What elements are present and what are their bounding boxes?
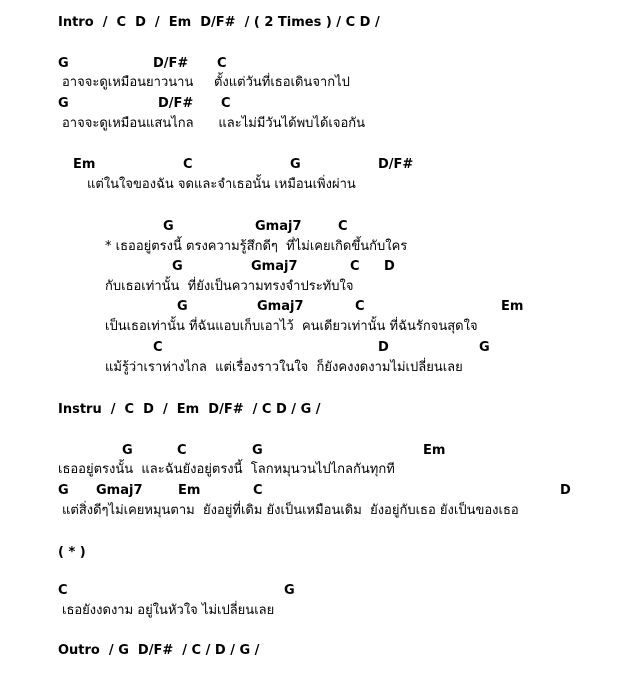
chord-label: G xyxy=(252,443,263,458)
lyric-line: แต่สิ่งดีๆไม่เคยหมุนตาม ยังอยู่ที่เดิม ยังเป็นเหมือนเดิม ยังอยู่กับเธอ ยังเป็นของเธอ xyxy=(62,503,519,518)
chord-label: G xyxy=(172,259,183,274)
lyric-line: เธอยังงดงาม อยู่ในหัวใจ ไม่เปลี่ยนเลย xyxy=(62,603,275,618)
chord-label: C xyxy=(183,157,193,172)
chord-label: D xyxy=(384,259,395,274)
lyric-line: แต่ในใจของฉัน จดและจำเธอนั้น เหมือนเพิ่งผ่าน xyxy=(87,177,356,192)
chord-label: C xyxy=(350,259,360,274)
outro-line: Outro / G D/F# / C / D / G / xyxy=(58,643,260,658)
chord-label: C xyxy=(221,96,231,111)
lyric-line: * เธออยู่ตรงนี้ ตรงความรู้สึกดีๆ ที่ไม่เคยเกิดขึ้นกับใคร xyxy=(105,239,408,254)
chord-label: G xyxy=(58,483,69,498)
chord-label: Gmaj7 xyxy=(255,219,302,234)
chord-label: C xyxy=(355,299,365,314)
chord-label: G xyxy=(163,219,174,234)
lyric-line: เธออยู่ตรงนั้น และฉันยังอยู่ตรงนี้ โลกหมุนวนไปไกลกันทุกที xyxy=(58,462,395,477)
chord-label: Gmaj7 xyxy=(257,299,304,314)
chord-label: G xyxy=(177,299,188,314)
chord-label: Em xyxy=(501,299,524,314)
chord-label: C xyxy=(217,56,227,71)
instru-line: Instru / C D / Em D/F# / C D / G / xyxy=(58,402,321,417)
lyric-line: เป็นเธอเท่านั้น ที่ฉันแอบเก็บเอาไว้ คนเดียวเท่านั้น ที่ฉันรักจนสุดใจ xyxy=(105,319,478,334)
chord-label: D xyxy=(378,340,389,355)
chord-label: Em xyxy=(423,443,446,458)
chord-label: C xyxy=(253,483,263,498)
chord-label: D xyxy=(560,483,571,498)
chord-label: C xyxy=(153,340,163,355)
intro-line: Intro / C D / Em D/F# / ( 2 Times ) / C D / xyxy=(58,15,380,30)
chord-label: G xyxy=(284,583,295,598)
chord-label: G xyxy=(122,443,133,458)
chord-label: G xyxy=(58,56,69,71)
lyric-line: แม้รู้ว่าเราห่างไกล แต่เรื่องราวในใจ ก็ยังคงงดงามไม่เปลี่ยนเลย xyxy=(105,360,463,375)
chord-label: G xyxy=(58,96,69,111)
repeat-marker: ( * ) xyxy=(58,545,86,560)
chord-label: D/F# xyxy=(378,157,414,172)
chord-label: Em xyxy=(73,157,96,172)
lyric-line: อาจจะดูเหมือนแสนไกล และไม่มีวันได้พบได้เจอกัน xyxy=(62,116,366,131)
chord-label: D/F# xyxy=(153,56,189,71)
chord-label: G xyxy=(479,340,490,355)
chord-label: C xyxy=(338,219,348,234)
lyric-line: อาจจะดูเหมือนยาวนาน ตั้งแต่วันที่เธอเดินจากไป xyxy=(62,75,350,90)
chord-label: G xyxy=(290,157,301,172)
chord-label: C xyxy=(58,583,68,598)
chord-label: Gmaj7 xyxy=(251,259,298,274)
chord-label: C xyxy=(177,443,187,458)
chord-label: D/F# xyxy=(158,96,194,111)
lyric-line: กับเธอเท่านั้น ที่ยังเป็นความทรงจำประทับใจ xyxy=(105,279,354,294)
chord-label: Gmaj7 xyxy=(96,483,143,498)
chord-label: Em xyxy=(178,483,201,498)
